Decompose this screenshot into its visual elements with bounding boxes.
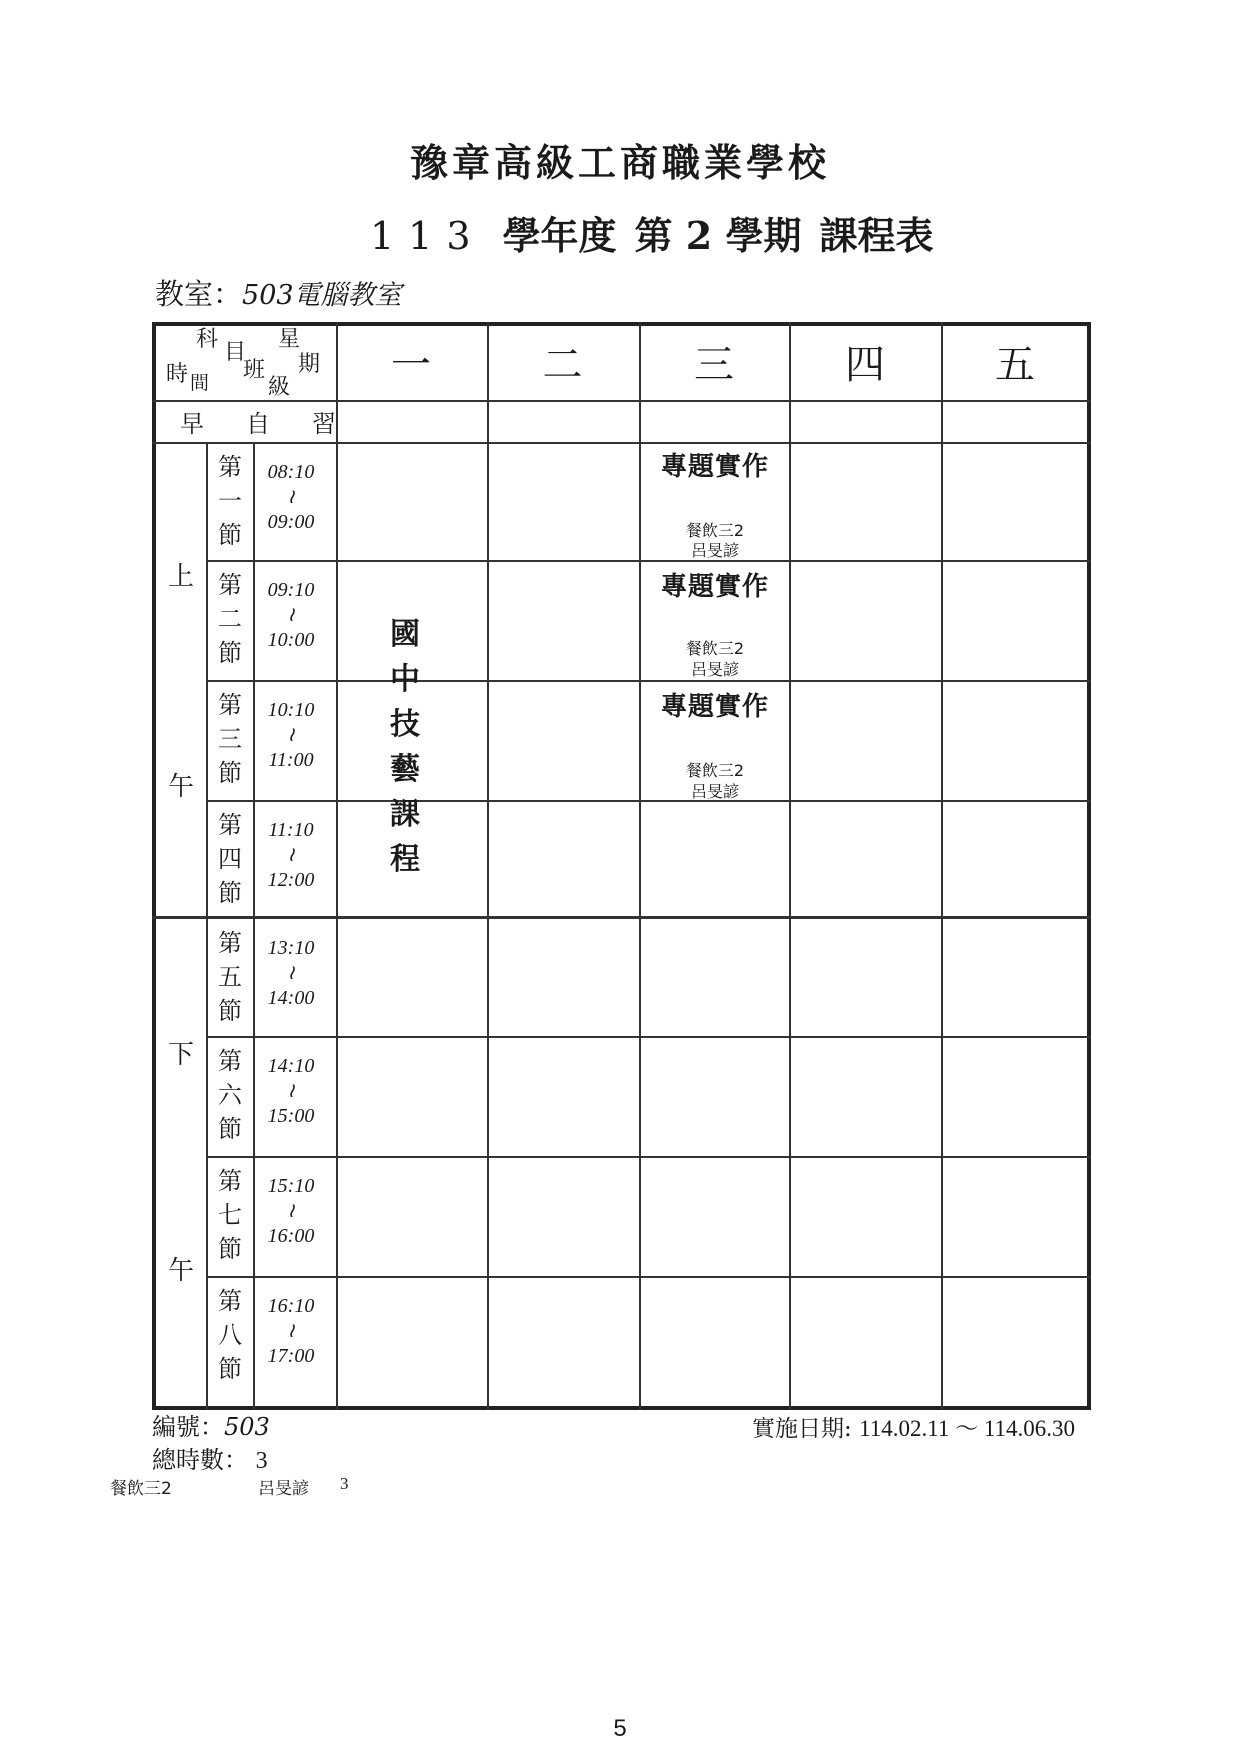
hours-value: 3 [255,1448,268,1474]
period-time-separator: ≀ [287,1080,295,1102]
period-label-char: 節 [218,639,242,667]
period-time [256,1054,326,1129]
period-label-char: 第 [218,1167,242,1195]
school-title: 豫章高級工商職業學校 [409,140,830,185]
grid-vline [639,322,641,1410]
date-label: 實施日期: [752,1416,852,1442]
course-class: 餐飲三2 [685,761,745,780]
period-start-time: 08:10 [267,461,315,483]
period-start-time: 10:10 [267,699,315,721]
schedule-title [370,205,951,260]
period-time-separator: ≀ [287,1320,295,1342]
period-time [256,698,326,773]
period-label [206,808,254,910]
period-end-time: 15:00 [267,1105,315,1127]
period-end-time: 12:00 [267,869,315,891]
period-time-separator: ≀ [287,1200,295,1222]
corner-time-2: 間 [190,372,210,394]
corner-subject-1: 科 [196,327,219,352]
summary-hours: 3 [340,1474,349,1493]
course-name: 專題實作 [660,692,769,722]
early-study-label: 早自習 [180,410,378,438]
course-teacher: 呂旻諺 [690,541,739,560]
period-label [206,568,254,670]
grid-divider [152,916,1091,919]
date-value: 114.02.11 ～ 114.06.30 [859,1416,1076,1441]
period-label-char: 六 [218,1081,242,1109]
period-label [206,688,254,790]
grid-vline [789,322,791,1410]
period-end-time: 17:00 [267,1345,315,1367]
course-class: 餐飲三2 [685,639,745,658]
period-label-char: 四 [218,845,242,873]
period-time-separator: ≀ [287,724,295,746]
period-label-char: 五 [218,963,242,991]
period-time-separator: ≀ [287,962,295,984]
monday-course-char: 中 [390,662,420,697]
period-label [206,926,254,1028]
room-label: 教室： [155,277,243,311]
academic-year-label: 學年度 [502,213,617,258]
period-label-char: 第 [218,453,242,481]
period-time [256,1294,326,1369]
summary-teacher: 呂旻諺 [258,1479,309,1499]
period-label [206,1044,254,1146]
corner-class-1: 班 [243,358,266,383]
grid-vline [336,322,338,1410]
day-header-wed: 三 [694,342,734,388]
grid-hline [152,442,1091,444]
period-time-separator: ≀ [287,604,295,626]
academic-year: 113 [370,214,485,258]
period-label-char: 一 [218,487,242,515]
period-label-char: 三 [218,725,242,753]
day-header-tue: 二 [542,342,583,388]
course-teacher: 呂旻諺 [690,782,739,801]
period-end-time: 16:00 [267,1225,315,1247]
period-end-time: 10:00 [267,629,315,651]
period-start-time: 16:10 [267,1295,315,1317]
period-end-time: 11:00 [268,749,314,771]
period-time [256,460,326,535]
page-number: 5 [613,1715,627,1742]
monday-course-char: 課 [390,797,420,832]
course-class: 餐飲三2 [685,521,745,540]
period-label-char: 節 [218,521,242,549]
period-time [256,1174,326,1249]
period-start-time: 14:10 [267,1055,315,1077]
grid-hline [206,1156,1091,1158]
period-label-char: 第 [218,929,242,957]
day-header-thu: 四 [845,342,885,388]
hours-line [152,1440,268,1475]
am-label-2: 午 [167,772,194,802]
period-label-char: 節 [218,759,242,787]
period-label-char: 七 [218,1201,242,1229]
monday-course-char: 國 [390,617,420,652]
monday-course-block [385,612,425,882]
period-time [256,578,326,653]
period-label-char: 節 [218,1115,242,1143]
course-teacher: 呂旻諺 [690,660,739,679]
period-start-time: 13:10 [267,937,315,959]
period-label-char: 節 [218,879,242,907]
period-label-char: 節 [218,1235,242,1263]
monday-course-char: 程 [390,842,420,877]
period-label [206,1284,254,1386]
period-time [256,936,326,1011]
corner-weekday-2: 期 [298,352,321,377]
date-line [752,1410,1075,1443]
term: 第 2 學期 [634,213,802,258]
corner-weekday-1: 星 [278,327,301,352]
period-label-char: 第 [218,1287,242,1315]
period-time-separator: ≀ [287,486,295,508]
period-start-time: 09:10 [267,579,315,601]
course-name: 專題實作 [660,452,769,482]
period-start-time: 15:10 [267,1175,315,1197]
monday-course-char: 藝 [390,752,420,787]
period-label [206,450,254,552]
period-label [206,1164,254,1266]
corner-subject-2: 目 [224,340,247,365]
period-start-time: 11:10 [268,819,314,841]
corner-time-1: 時 [166,362,189,387]
period-label-char: 第 [218,571,242,599]
room-value: 503電腦教室 [242,280,402,311]
doc-title: 課程表 [819,213,934,258]
summary-class: 餐飲三2 [110,1479,172,1499]
pm-label-1: 下 [167,1040,194,1070]
grid-hline [152,400,1091,402]
period-time [256,818,326,893]
period-end-time: 09:00 [267,511,315,533]
period-end-time: 14:00 [267,987,315,1009]
corner-class-2: 級 [268,375,291,400]
day-header-mon: 一 [391,342,431,388]
period-label-char: 第 [218,1047,242,1075]
period-label-char: 節 [218,1355,242,1383]
course-name: 專題實作 [660,572,769,602]
period-label-char: 八 [218,1321,242,1349]
room-line [155,272,402,313]
hours-label: 總時數： [152,1446,248,1474]
am-label-1: 上 [167,562,194,592]
code-line [152,1407,270,1442]
period-label-char: 二 [218,605,242,633]
grid-hline [206,680,1091,682]
grid-hline [206,1276,1091,1278]
grid-hline [206,1036,1091,1038]
period-label-char: 第 [218,811,242,839]
code-value: 503 [224,1413,270,1441]
grid-vline [487,322,489,1410]
period-label-char: 節 [218,997,242,1025]
period-time-separator: ≀ [287,844,295,866]
grid-vline [941,322,943,1410]
code-label: 編號： [152,1413,224,1441]
monday-course-char: 技 [390,707,420,742]
day-header-fri: 五 [995,342,1035,388]
pm-label-2: 午 [167,1256,194,1286]
period-label-char: 第 [218,691,242,719]
